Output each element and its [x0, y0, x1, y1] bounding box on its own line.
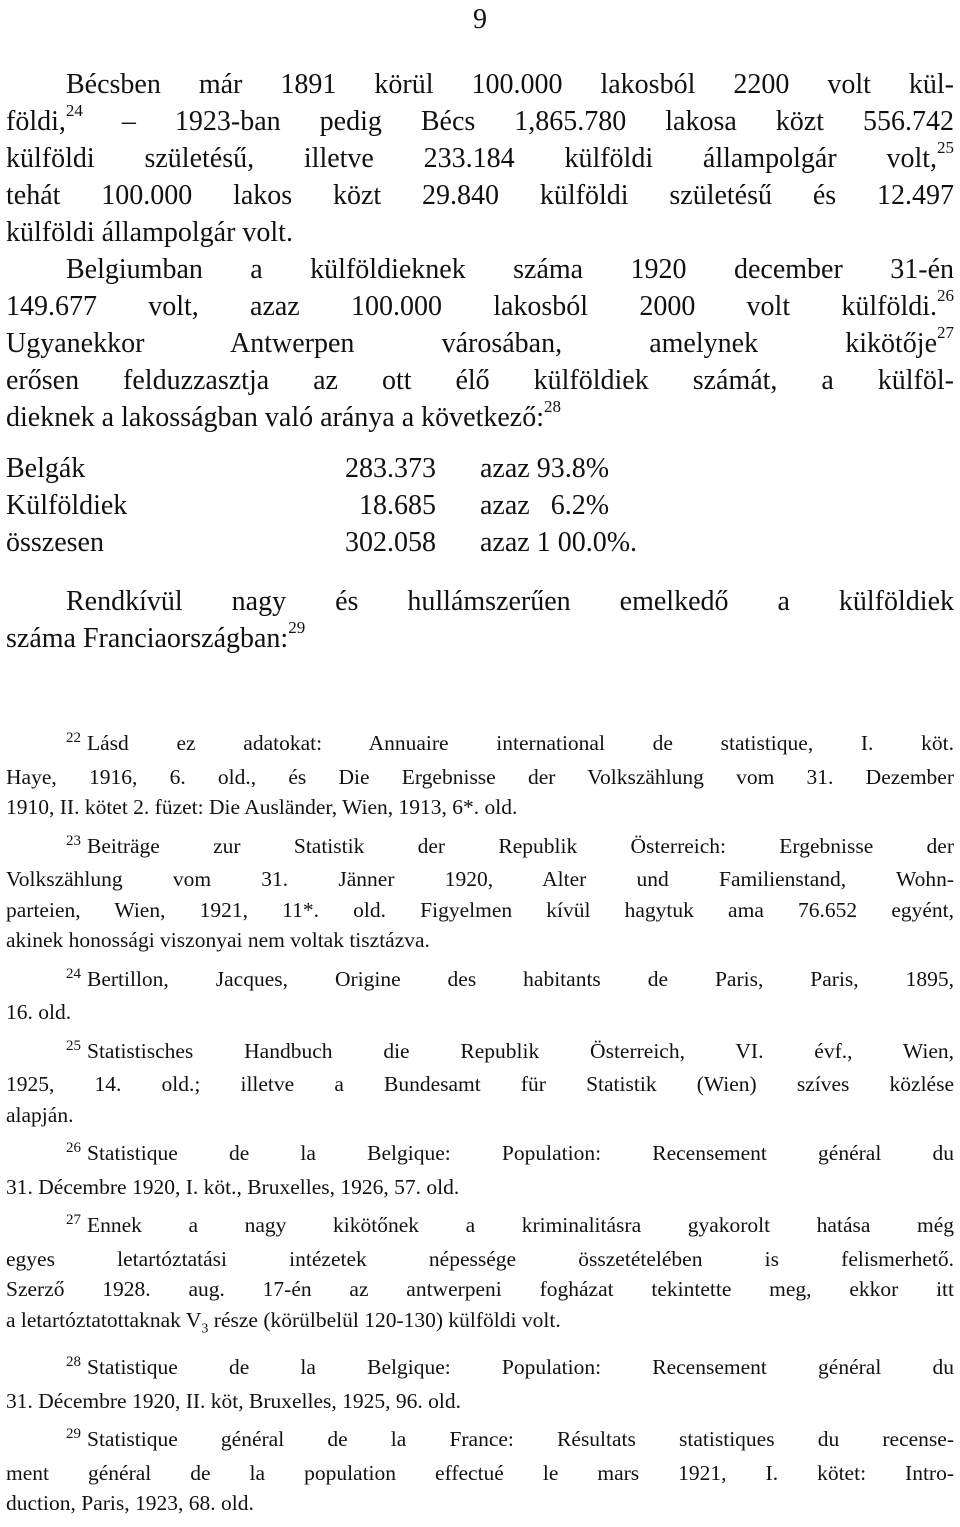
- footnote-number: 28: [66, 1354, 81, 1371]
- footnote-line: 31. Décembre 1920, I. köt., Bruxelles, 1926, 57. old.: [6, 1174, 460, 1199]
- footnote-line: $^{26}$ Statistique de la Belgique: Population: Recensement général du: [66, 1140, 954, 1165]
- footnote: [6, 728, 954, 823]
- footnote-line: ment général de la population effectué le mars 1921, I. kötet: Intro-: [6, 1460, 954, 1485]
- footnote: [6, 1036, 954, 1131]
- footnote-line: $^{29}$ Statistique général de la France: Résultats statistiques du recense-: [66, 1426, 954, 1452]
- text-line: földi,$^{24}$ – 1923-ban pedig Bécs 1,865.780 lakosa közt 556.742: [6, 100, 954, 137]
- footnote-line: $^{25}$ Statistisches Handbuch die Republik Österreich, VI. évf., Wien,: [66, 1037, 954, 1063]
- table-row: [6, 450, 954, 487]
- paragraph-vienna: [6, 66, 954, 251]
- footnote-line: 16. old.: [6, 1000, 72, 1024]
- footnote: [6, 1424, 954, 1519]
- footnote-number: 23: [66, 832, 81, 849]
- footnote-line: $^{24}$ Bertillon, Jacques, Origine des habitants de Paris, Paris, 1895,: [66, 965, 954, 991]
- text-line: dieknek a lakosságban való aránya a következő:$^{28}$: [6, 396, 562, 433]
- footnote-ref: 3: [201, 1320, 209, 1336]
- text-line: 149.677 volt, azaz 100.000 lakosból 2000 volt külföldi.$^{26}$: [6, 285, 954, 322]
- footnote-line: akinek honossági viszonyai nem voltak tisztázva.: [6, 928, 430, 952]
- table-row: [6, 487, 954, 524]
- footnote-ref: 27: [937, 322, 954, 342]
- footnote-number: 22: [66, 730, 81, 746]
- footnote-number: 27: [66, 1212, 81, 1228]
- row-label: Belgák: [6, 453, 86, 484]
- paragraph-france: [6, 583, 954, 657]
- text-line: Rendkívül nagy és hullámszerűen emelkedő a külföldiek: [66, 586, 954, 617]
- footnotes: [6, 728, 954, 1527]
- footnote-line: $^{27}$ Ennek a nagy kikötőnek a kriminalitásra gyakorolt hatása még: [66, 1212, 954, 1237]
- text-line: Ugyanekkor Antwerpen városában, amelynek kikötője$^{27}$: [6, 322, 954, 359]
- footnote: [6, 831, 954, 956]
- row-label: összesen: [6, 527, 104, 558]
- footnote-line: Haye, 1916, 6. old., és Die Ergebnisse der Volkszählung vom 31. Dezember: [6, 764, 954, 789]
- footnote: [6, 1352, 954, 1416]
- row-value: 283.373: [345, 453, 436, 484]
- table-row: [6, 524, 954, 561]
- footnote: [6, 1138, 954, 1202]
- footnote-number: 29: [66, 1426, 81, 1443]
- main-text: [6, 66, 954, 657]
- footnote-line: $^{28}$ Statistique de la Belgique: Population: Recensement général du: [66, 1354, 954, 1380]
- footnote-ref: 26: [937, 285, 954, 305]
- row-value: 302.058: [345, 527, 436, 558]
- footnote-line: egyes letartóztatási intézetek népessége összetételében is felismerhető.: [6, 1246, 954, 1271]
- population-table: [6, 450, 954, 561]
- row-percent: azaz 6.2%: [480, 490, 610, 521]
- page-number: 9: [473, 4, 487, 35]
- text-line: Bécsben már 1891 körül 100.000 lakosból 2200 volt kül-: [66, 69, 954, 100]
- footnote-line: 1925, 14. old.; illetve a Bundesamt für Statistik (Wien) szíves közlése: [6, 1072, 954, 1096]
- text-line: külföldi születésű, illetve 233.184 külföldi állampolgár volt,$^{25}$: [6, 137, 954, 174]
- footnote-line: 31. Décembre 1920, II. köt, Bruxelles, 1925, 96. old.: [6, 1388, 461, 1413]
- paragraph-belgium: [6, 251, 954, 436]
- row-label: Külföldiek: [6, 490, 128, 521]
- footnote: [6, 1210, 954, 1344]
- footnote-line: Volkszählung vom 31. Jänner 1920, Alter und Familienstand, Wohn-: [6, 867, 954, 891]
- footnote-ref: 24: [65, 100, 83, 120]
- footnote-line: alapján.: [6, 1102, 74, 1127]
- footnote-line: 1910, II. kötet 2. füzet: Die Ausländer, Wien, 1913, 6*. old.: [6, 795, 518, 819]
- footnote-number: 26: [66, 1140, 81, 1156]
- text-line: tehát 100.000 lakos közt 29.840 külföldi születésű és 12.497: [6, 180, 954, 211]
- footnote-ref: 25: [937, 137, 954, 157]
- text-line: Belgiumban a külföldieknek száma 1920 december 31-én: [66, 254, 954, 285]
- footnote-line: $^{22}$ Lásd ez adatokat: Annuaire international de statistique, I. köt.: [66, 730, 954, 755]
- footnote-line: a letartóztatottaknak $V_3$ része (körülbelül 120-130) külföldi volt.: [6, 1307, 561, 1336]
- footnote-ref: 28: [544, 396, 562, 416]
- footnote-line: $^{23}$ Beiträge zur Statistik der Republik Österreich: Ergebnisse der: [66, 832, 954, 858]
- footnote-line: parteien, Wien, 1921, 11*. old. Figyelmen kívül hagytuk ama 76.652 egyént,: [6, 897, 954, 922]
- footnote-ref: 29: [288, 617, 306, 637]
- footnote-line: duction, Paris, 1923, 68. old.: [6, 1491, 254, 1516]
- footnote-number: 24: [66, 965, 81, 982]
- footnote-line: Szerző 1928. aug. 17-én az antwerpeni fogházat tekintette meg, ekkor itt: [6, 1277, 954, 1301]
- text-line: erősen felduzzasztja az ott élő külföldiek számát, a külföl-: [6, 365, 954, 396]
- row-percent: azaz 93.8%: [480, 453, 610, 484]
- footnote-number: 25: [66, 1037, 81, 1054]
- row-value: 18.685: [359, 490, 436, 521]
- text-line: száma Franciaországban:$^{29}$: [6, 617, 306, 654]
- text-line: külföldi állampolgár volt.: [6, 217, 293, 248]
- row-percent: azaz 1 00.0%.: [480, 527, 638, 558]
- footnote: [6, 964, 954, 1028]
